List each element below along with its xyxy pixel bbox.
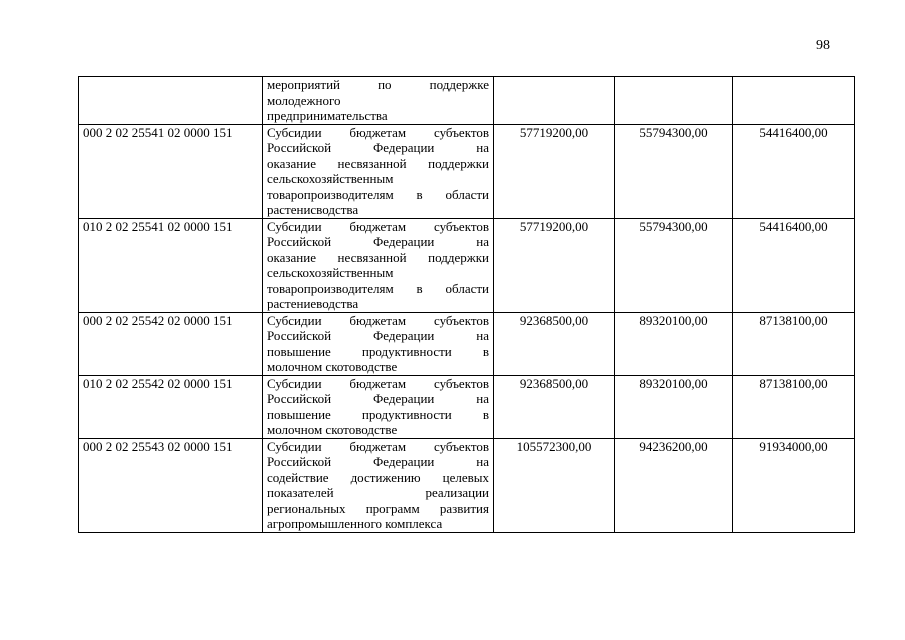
item-name-cell [263, 124, 494, 218]
budget-code-cell: 010 2 02 25542 02 0000 151 [79, 375, 263, 438]
budget-code-cell: 000 2 02 25542 02 0000 151 [79, 312, 263, 375]
item-name-line: молочном скотоводстве [267, 359, 398, 374]
amount-year-1-cell: 92368500,00 [494, 375, 615, 438]
page-number: 98 [816, 38, 830, 53]
item-name-line: сельскохозяйственным [267, 265, 394, 280]
item-name-line: содействие достижению целевых [267, 469, 489, 485]
budget-code-cell [79, 77, 263, 125]
amount-year-2-cell: 55794300,00 [615, 124, 733, 218]
item-name-line: Российской Федерации на [267, 454, 489, 469]
item-name-line: Российской Федерации на [267, 328, 489, 343]
item-name-line: повышение продуктивности в [267, 343, 489, 359]
table-row [79, 438, 855, 532]
item-name-line: повышение продуктивности в [267, 406, 489, 422]
item-name-line: растенисводства [267, 202, 359, 217]
item-name-cell [263, 77, 494, 125]
amount-year-2-cell: 89320100,00 [615, 312, 733, 375]
amount-year-3-cell: 87138100,00 [733, 375, 855, 438]
item-name-line: региональных программ развития [267, 500, 489, 516]
item-name-line: мероприятий по поддержке [267, 77, 489, 92]
item-name-line: оказание несвязанной поддержки [267, 249, 489, 265]
item-name-line: молодежного [267, 92, 341, 108]
item-name-line: Субсидии бюджетам субъектов [267, 438, 489, 454]
item-name-line: сельскохозяйственным [267, 171, 394, 186]
item-name-line: Российской Федерации на [267, 234, 489, 249]
amount-year-3-cell: 87138100,00 [733, 312, 855, 375]
item-name-cell [263, 218, 494, 312]
item-name-line: Российской Федерации на [267, 140, 489, 155]
item-name-line: оказание несвязанной поддержки [267, 155, 489, 171]
item-name-line: Субсидии бюджетам субъектов [267, 124, 489, 140]
item-name-line: предпринимательства [267, 108, 388, 123]
item-name-cell [263, 438, 494, 532]
budget-code-cell: 000 2 02 25541 02 0000 151 [79, 124, 263, 218]
item-name-line: молочном скотоводстве [267, 422, 398, 437]
budget-code-cell: 010 2 02 25541 02 0000 151 [79, 218, 263, 312]
item-name-cell [263, 375, 494, 438]
item-name-line: товаропроизводителям в области [267, 280, 489, 296]
table-row [79, 218, 855, 312]
amount-year-1-cell [494, 77, 615, 125]
amount-year-1-cell: 105572300,00 [494, 438, 615, 532]
amount-year-2-cell: 55794300,00 [615, 218, 733, 312]
table-row [79, 375, 855, 438]
amount-year-1-cell: 57719200,00 [494, 124, 615, 218]
table-row [79, 312, 855, 375]
amount-year-1-cell: 92368500,00 [494, 312, 615, 375]
amount-year-2-cell [615, 77, 733, 125]
item-name-line: растениеводства [267, 296, 359, 311]
amount-year-3-cell [733, 77, 855, 125]
amount-year-3-cell: 54416400,00 [733, 218, 855, 312]
item-name-line: Российской Федерации на [267, 391, 489, 406]
amount-year-2-cell: 94236200,00 [615, 438, 733, 532]
budget-table [78, 76, 855, 533]
item-name-cell [263, 312, 494, 375]
item-name-line: показателей реализации [267, 485, 489, 500]
item-name-line: Субсидии бюджетам субъектов [267, 375, 489, 391]
item-name-line: Субсидии бюджетам субъектов [267, 312, 489, 328]
table-row [79, 124, 855, 218]
amount-year-2-cell: 89320100,00 [615, 375, 733, 438]
table-row [79, 77, 855, 125]
budget-code-cell: 000 2 02 25543 02 0000 151 [79, 438, 263, 532]
item-name-line: агропромышленного комплекса [267, 516, 443, 531]
amount-year-1-cell: 57719200,00 [494, 218, 615, 312]
item-name-line: товаропроизводителям в области [267, 186, 489, 202]
item-name-line: Субсидии бюджетам субъектов [267, 218, 489, 234]
amount-year-3-cell: 54416400,00 [733, 124, 855, 218]
amount-year-3-cell: 91934000,00 [733, 438, 855, 532]
